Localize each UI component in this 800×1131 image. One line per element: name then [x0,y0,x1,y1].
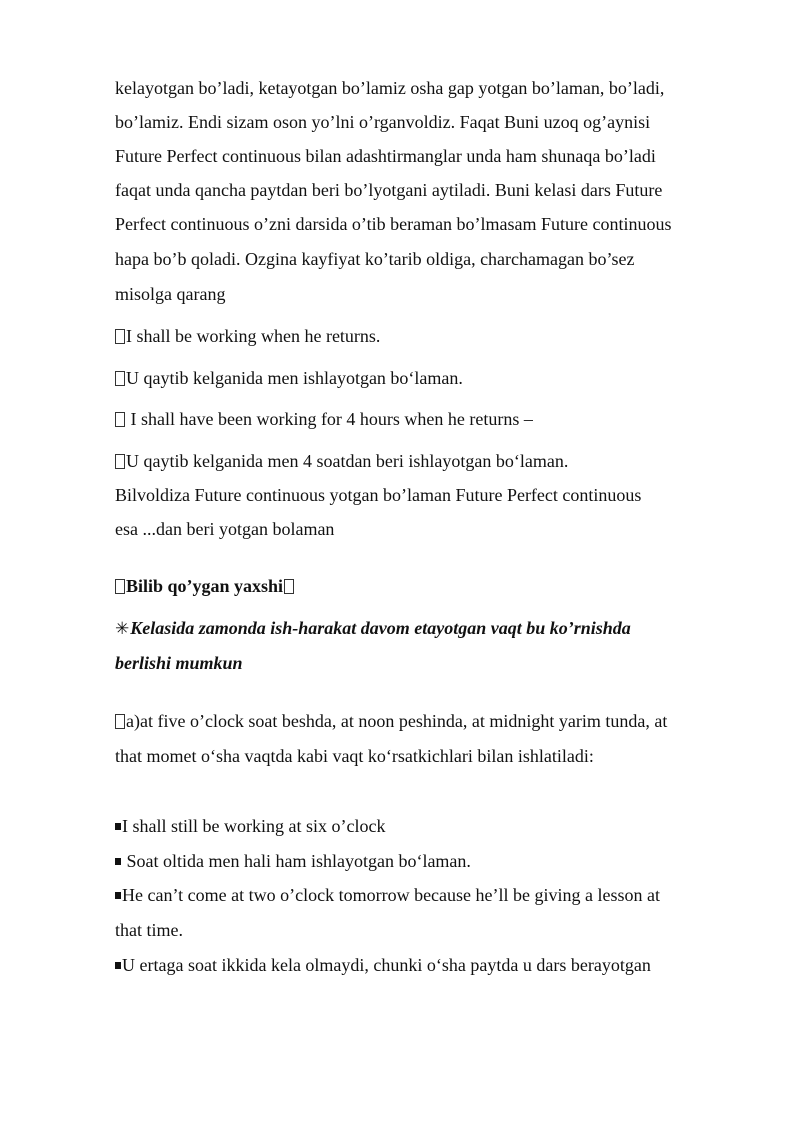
summary-line: Bilvoldiza Future continuous yotgan bo’laman Future Perfect continuous [115,485,642,505]
paragraph-line: bo’lamiz. Endi sizam oson yo’lni o’rganvoldiz. Faqat Buni uzoq og’aynisi [115,112,651,132]
rule-text: Kelasida zamonda ish-harakat davom etayotgan vaqt bu ko’rnishda [130,618,631,638]
example-text: U qaytib kelganida men 4 soatdan beri ishlayotgan bo‘laman. [126,451,569,471]
bullet-square-icon [115,823,121,830]
bullet-item [115,884,660,906]
missing-glyph-icon [115,371,125,386]
example-text: U qaytib kelganida men ishlayotgan bo‘laman. [126,368,463,388]
example-line [115,408,533,430]
rule-line [115,617,631,640]
example-text: I shall be working when he returns. [126,326,381,346]
bullet-square-icon [115,858,121,865]
missing-glyph-icon [115,579,125,594]
section-heading [115,575,294,597]
example-line [115,367,463,389]
paragraph-line: kelayotgan bo’ladi, ketayotgan bo’lamiz osha gap yotgan bo’laman, bo’ladi, [115,78,665,98]
missing-glyph-icon [115,412,125,427]
example-text: I shall have been working for 4 hours when he returns – [126,409,533,429]
paragraph-line: Future Perfect continuous bilan adashtirmanglar unda ham shunaqa bo’ladi [115,146,656,166]
missing-glyph-icon [284,579,294,594]
example-line [115,325,380,347]
bullet-item [115,954,651,976]
bullet-text: U ertaga soat ikkida kela olmaydi, chunki o‘sha paytda u dars berayotgan [122,955,651,975]
summary-line: esa ...dan beri yotgan bolaman [115,519,335,539]
bullet-text: He can’t come at two o’clock tomorrow because he’ll be giving a lesson at [122,885,660,905]
point-line [115,710,667,732]
bullet-square-icon [115,892,121,899]
paragraph-line: faqat unda qancha paytdan beri bo’lyotgani aytiladi. Buni kelasi dars Future [115,180,663,200]
point-text: a)at five o’clock soat beshda, at noon peshinda, at midnight yarim tunda, at [126,711,668,731]
bullet-text: Soat oltida men hali ham ishlayotgan bo‘laman. [122,851,471,871]
example-line [115,450,568,472]
point-line: that momet o‘sha vaqtda kabi vaqt ko‘rsatkichlari bilan ishlatiladi: [115,746,594,766]
heading-text: Bilib qo’ygan yaxshi [126,576,284,596]
paragraph-line: Perfect continuous o’zni darsida o’tib beraman bo’lmasam Future continuous [115,214,672,234]
bullet-item [115,815,385,837]
paragraph-line: misolga qarang [115,284,226,304]
bullet-square-icon [115,962,121,969]
bullet-continuation: that time. [115,920,183,940]
paragraph-line: hapa bo’b qoladi. Ozgina kayfiyat ko’tarib oldiga, charchamagan bo’sez [115,249,635,269]
missing-glyph-icon [115,714,125,729]
missing-glyph-icon [115,454,125,469]
bullet-text: I shall still be working at six o’clock [122,816,386,836]
asterisk-icon: ✳ [115,619,130,639]
bullet-item [115,850,471,872]
rule-line: berlishi mumkun [115,653,243,673]
missing-glyph-icon [115,329,125,344]
